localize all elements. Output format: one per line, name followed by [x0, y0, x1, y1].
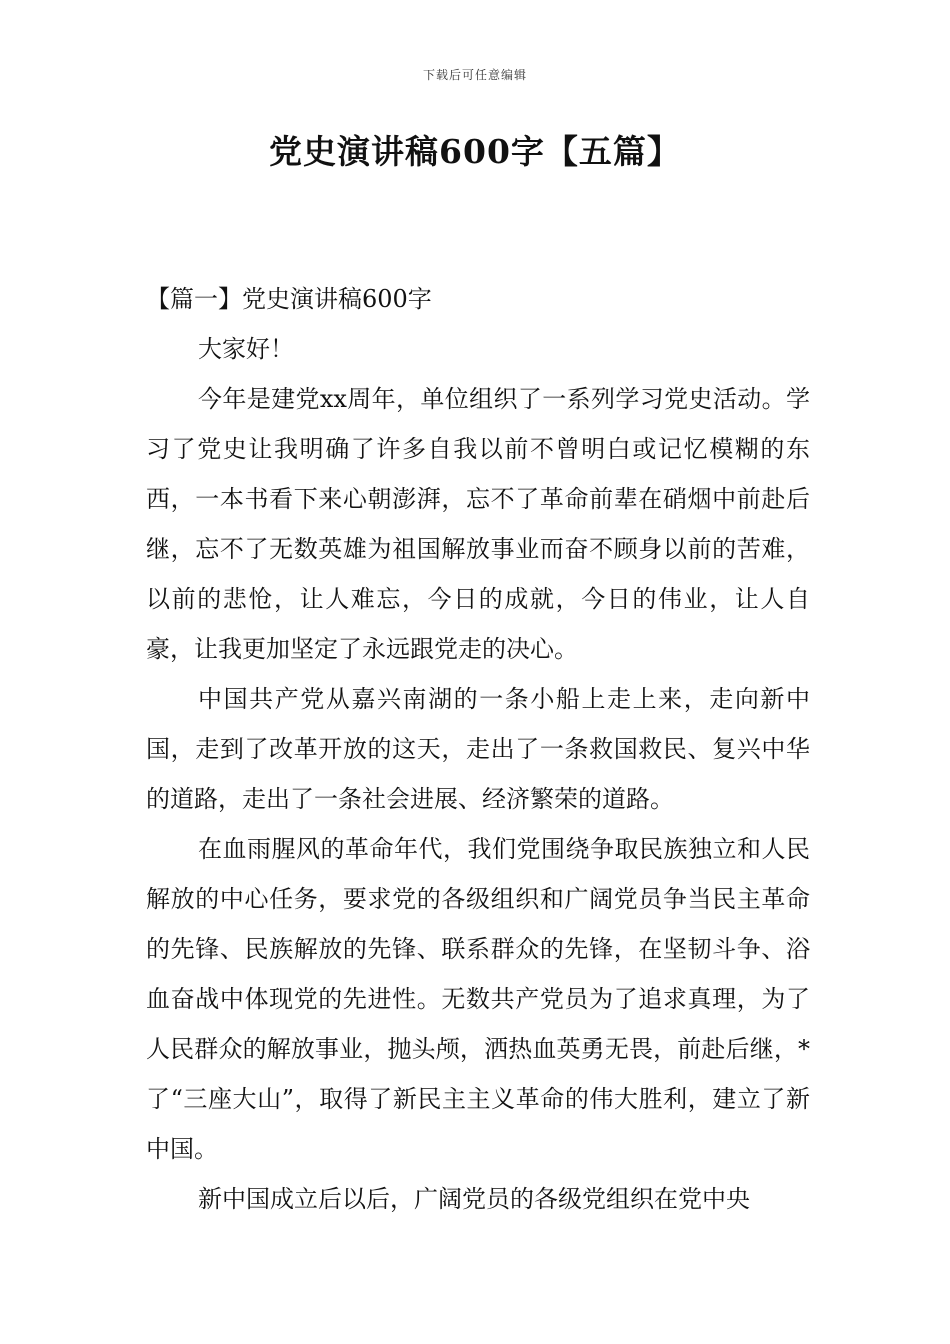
- section-heading: 【篇一】党史演讲稿600字: [146, 285, 432, 313]
- greeting-paragraph: 大家好！: [198, 335, 294, 363]
- header-note: 下载后可任意编辑: [422, 68, 527, 82]
- document-title: 党史演讲稿600字【五篇】: [269, 132, 681, 171]
- body-paragraph: 在血雨腥风的革命年代，我们党围绕争取民族独立和人民解放的中心任务，要求党的各级组织和广阔党员争当民主革命的先锋、民族解放的先锋、联系群众的先锋，在坚韧斗争、浴血奋战中体现党的先进性。无数共产党员为了追求真理，为了人民群众的解放事业，抛头颅，洒热血英勇无畏，前赴后继，*了“三座大山”，取得了新民主主义革命的伟大胜利，建立了新中国。: [146, 835, 810, 1163]
- body-paragraph: 新中国成立后以后，广阔党员的各级党组织在党中央: [198, 1185, 750, 1213]
- body-paragraph: 今年是建党xx周年，单位组织了一系列学习党史活动。学习了党史让我明确了许多自我以前不曾明白或记忆模糊的东西，一本书看下来心朝澎湃，忘不了革命前辈在硝烟中前赴后继，忘不了无数英雄为祖国解放事业而奋不顾身以前的苦难，以前的悲怆，让人难忘，今日的成就，今日的伟业，让人自豪，让我更加坚定了永远跟党走的决心。: [146, 385, 810, 663]
- body-paragraph: 中国共产党从嘉兴南湖的一条小船上走上来，走向新中国，走到了改革开放的这天，走出了一条救国救民、复兴中华的道路，走出了一条社会进展、经济繁荣的道路。: [146, 685, 810, 813]
- document-body: [146, 274, 810, 1224]
